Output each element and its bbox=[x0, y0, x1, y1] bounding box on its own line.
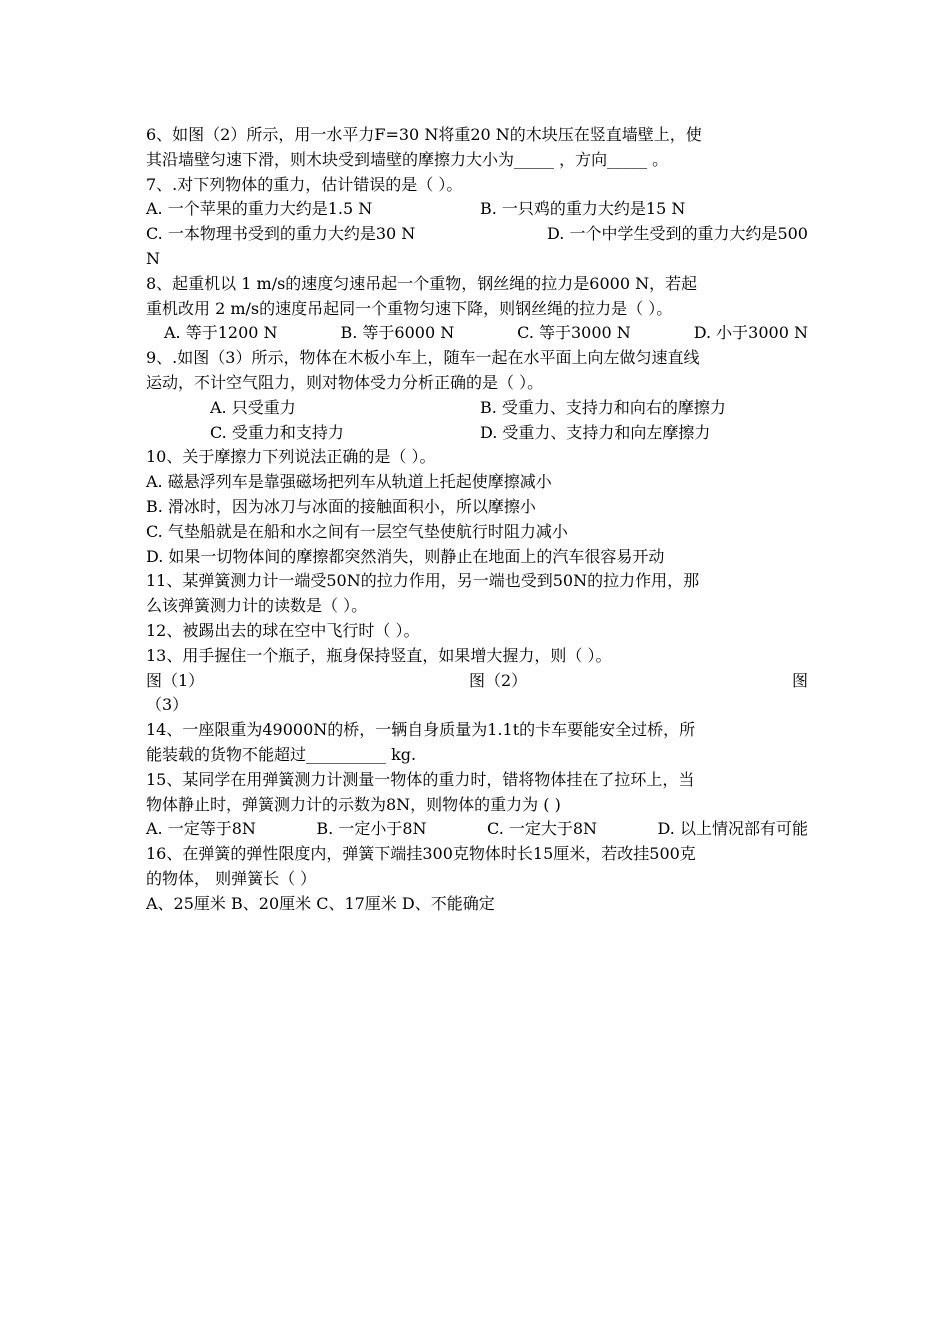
option-a: A. 一个苹果的重力大约是1.5 N bbox=[146, 199, 373, 219]
option-b: B. 一只鸡的重力大约是15 N bbox=[480, 199, 686, 219]
question-7-options-ab bbox=[146, 197, 808, 222]
question-8-line-2: 重机改用 2 m/s的速度吊起同一个重物匀速下降，则钢丝绳的拉力是（ ）。 bbox=[146, 298, 673, 318]
question-15-line-1: 15、某同学在用弹簧测力计测量一物体的重力时，错将物体挂在了拉环上，当 bbox=[146, 769, 695, 789]
question-8-line-1: 8、起重机以 1 m/s的速度匀速吊起一个重物，钢丝绳的拉力是6000 N，若起 bbox=[146, 273, 698, 293]
question-15-line-2: 物体静止时，弹簧测力计的示数为8N，则物体的重力为 ( ) bbox=[146, 794, 561, 814]
figure-1-label: 图（1） bbox=[146, 670, 205, 690]
question-11-line-1: 11、某弹簧测力计一端受50N的拉力作用，另一端也受到50N的拉力作用，那 bbox=[146, 571, 700, 591]
option-c: C. 一本物理书受到的重力大约是30 N bbox=[146, 224, 416, 244]
option-a: A. 等于1200 N bbox=[164, 323, 278, 343]
option-a: A. 只受重力 bbox=[210, 397, 296, 417]
question-10: 10、关于摩擦力下列说法正确的是（ ）。 bbox=[146, 447, 436, 467]
option-c: C. 一定大于8N bbox=[487, 819, 598, 839]
option-d: D. 一个中学生受到的重力大约是500 bbox=[547, 224, 808, 244]
figure-labels bbox=[146, 669, 808, 694]
question-16-options: A、25厘米 B、20厘米 C、17厘米 D、不能确定 bbox=[146, 893, 495, 913]
question-7: 7、.对下列物体的重力，估计错误的是（ ）。 bbox=[146, 174, 463, 194]
question-7-option-d-wrap: N bbox=[146, 248, 160, 268]
question-16-line-2: 的物体， 则弹簧长（ ） bbox=[146, 868, 317, 888]
question-15-options bbox=[146, 817, 808, 842]
option-c: C. 受重力和支持力 bbox=[210, 422, 344, 442]
question-12: 12、被踢出去的球在空中飞行时（ ）。 bbox=[146, 620, 420, 640]
question-9-line-2: 运动，不计空气阻力，则对物体受力分析正确的是（ ）。 bbox=[146, 372, 544, 392]
question-14-line-1: 14、一座限重为49000N的桥，一辆自身质量为1.1t的卡车要能安全过桥，所 bbox=[146, 720, 696, 740]
question-10-option-d: D. 如果一切物体间的摩擦都突然消失，则静止在地面上的汽车很容易开动 bbox=[146, 546, 665, 566]
option-d: D. 小于3000 N bbox=[693, 323, 808, 343]
question-9-options-ab bbox=[146, 396, 808, 421]
question-10-option-a: A. 磁悬浮列车是靠强磁场把列车从轨道上托起使摩擦减小 bbox=[146, 472, 552, 492]
question-13: 13、用手握住一个瓶子，瓶身保持竖直，如果增大握力，则（ ）。 bbox=[146, 645, 612, 665]
question-9-line-1: 9、.如图（3）所示，物体在木板小车上，随车一起在水平面上向左做匀速直线 bbox=[146, 348, 700, 368]
question-10-option-c: C. 气垫船就是在船和水之间有一层空气垫使航行时阻力减小 bbox=[146, 521, 568, 541]
figure-3-label: 图 bbox=[791, 670, 808, 690]
option-b: B. 一定小于8N bbox=[316, 819, 427, 839]
option-c: C. 等于3000 N bbox=[517, 323, 631, 343]
question-14-line-2: 能装载的货物不能超过__________ kg. bbox=[146, 744, 417, 764]
question-text bbox=[146, 123, 808, 917]
figure-3-label-wrap: （3） bbox=[146, 695, 189, 715]
question-6-line-1: 6、如图（2）所示，用一水平力F=30 N将重20 N的木块压在竖直墙壁上，使 bbox=[146, 125, 702, 144]
option-a: A. 一定等于8N bbox=[146, 819, 256, 839]
option-d: D. 受重力、支持力和向左摩擦力 bbox=[480, 422, 711, 442]
figure-2-label: 图（2） bbox=[468, 670, 528, 690]
question-16-line-1: 16、在弹簧的弹性限度内，弹簧下端挂300克物体时长15厘米，若改挂500克 bbox=[146, 844, 696, 864]
question-8-options bbox=[146, 321, 808, 346]
question-10-option-b: B. 滑冰时，因为冰刀与冰面的接触面积小，所以摩擦小 bbox=[146, 496, 536, 516]
question-11-line-2: 么该弹簧测力计的读数是（ ）。 bbox=[146, 596, 368, 616]
question-9-options-cd bbox=[146, 421, 808, 446]
option-d: D. 以上情况部有可能 bbox=[657, 819, 808, 839]
option-b: B. 等于6000 N bbox=[340, 323, 455, 343]
question-7-options-cd bbox=[146, 222, 808, 247]
question-6-line-2: 其沿墙壁匀速下滑，则木块受到墙壁的摩擦力大小为_____ ，方向_____ 。 bbox=[146, 149, 669, 169]
option-b: B. 受重力、支持力和向右的摩擦力 bbox=[480, 397, 726, 417]
